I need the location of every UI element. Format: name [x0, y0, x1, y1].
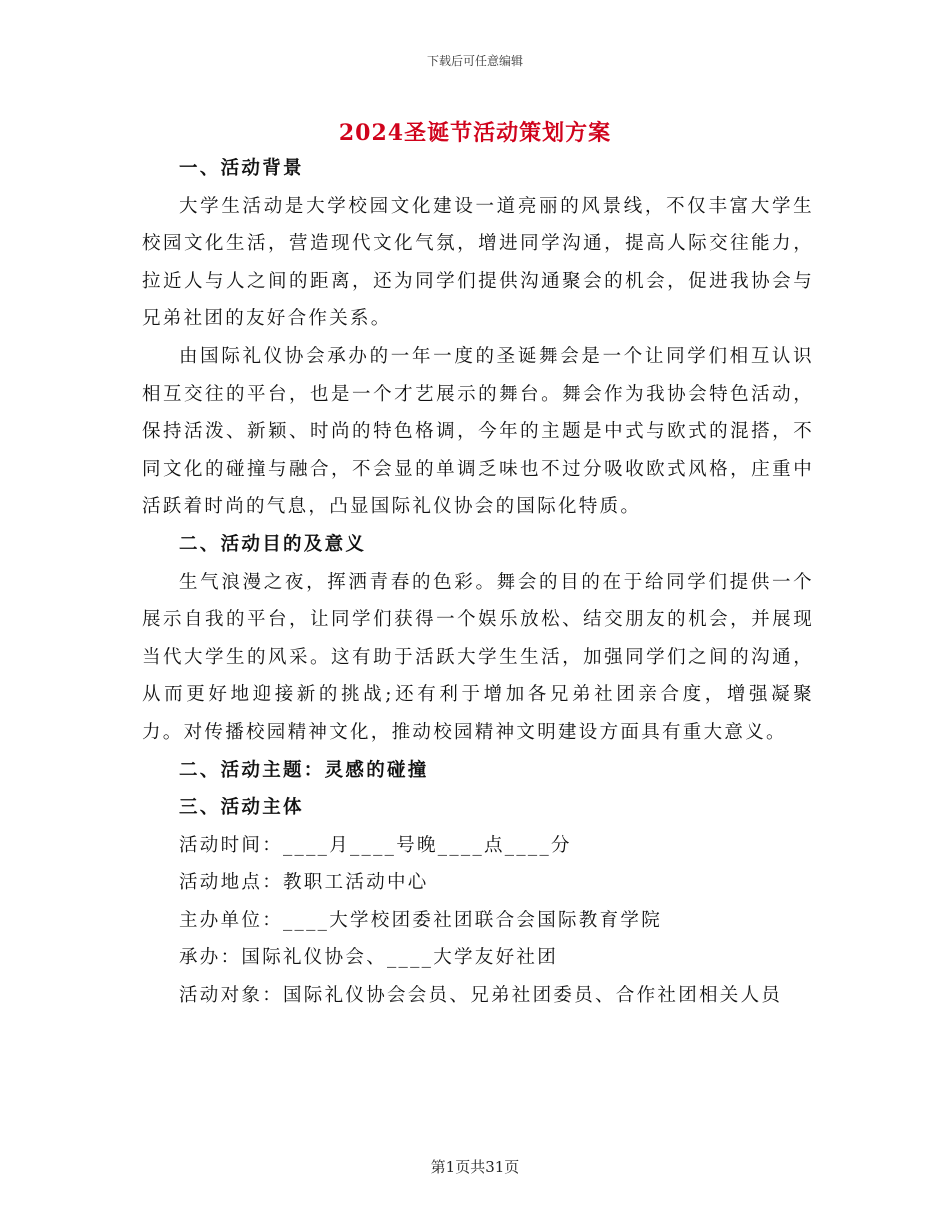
event-audience-field: 活动对象：国际礼仪协会会员、兄弟社团委员、合作社团相关人员 — [179, 985, 783, 1007]
section-heading-purpose: 二、活动目的及意义 — [179, 533, 367, 555]
paragraph-background-2: 由国际礼仪协会承办的一年一度的圣诞舞会是一个让同学们相互认识相互交往的平台，也是一个才艺展示的舞台。舞会作为我协会特色活动，保持活泼、新颖、时尚的特色格调，今年的主题是中式与欧式的混搭，不同文化的碰撞与融合，不会显的单调乏味也不过分吸收欧式风格，庄重中活跃着时尚的气息，凸显国际礼仪协会的国际化特质。 — [142, 345, 814, 518]
event-place-field: 活动地点：教职工活动中心 — [179, 872, 429, 894]
document-body — [142, 150, 814, 1015]
section-heading-theme: 二、活动主题：灵感的碰撞 — [179, 759, 429, 781]
header-note: 下载后可任意编辑 — [426, 54, 523, 68]
section-heading-background: 一、活动背景 — [179, 158, 304, 179]
event-host-field: 主办单位：____大学校团委社团联合会国际教育学院 — [179, 909, 663, 931]
paragraph-purpose: 生气浪漫之夜，挥洒青春的色彩。舞会的目的在于给同学们提供一个展示自我的平台，让同学们获得一个娱乐放松、结交朋友的机会，并展现当代大学生的风采。这有助于活跃大学生生活，加强同学们之间的沟通，从而更好地迎接新的挑战;还有利于增加各兄弟社团亲合度，增强凝聚力。对传播校园精神文化，推动校园精神文明建设方面具有重大意义。 — [142, 571, 814, 743]
paragraph-background-1: 大学生活动是大学校园文化建设一道亮丽的风景线，不仅丰富大学生校园文化生活，营造现代文化气氛，增进同学沟通，提高人际交往能力，拉近人与人之间的距离，还为同学们提供沟通聚会的机会，促进我协会与兄弟社团的友好合作关系。 — [142, 195, 814, 330]
page-footer: 第1页共31页 — [430, 1158, 520, 1176]
event-organizer-field: 承办：国际礼仪协会、____大学友好社团 — [179, 947, 559, 969]
document-title: 2024圣诞节活动策划方案 — [338, 120, 612, 146]
section-heading-main: 三、活动主体 — [179, 797, 304, 819]
event-time-field: 活动时间：____月____号晚____点____分 — [179, 834, 572, 856]
